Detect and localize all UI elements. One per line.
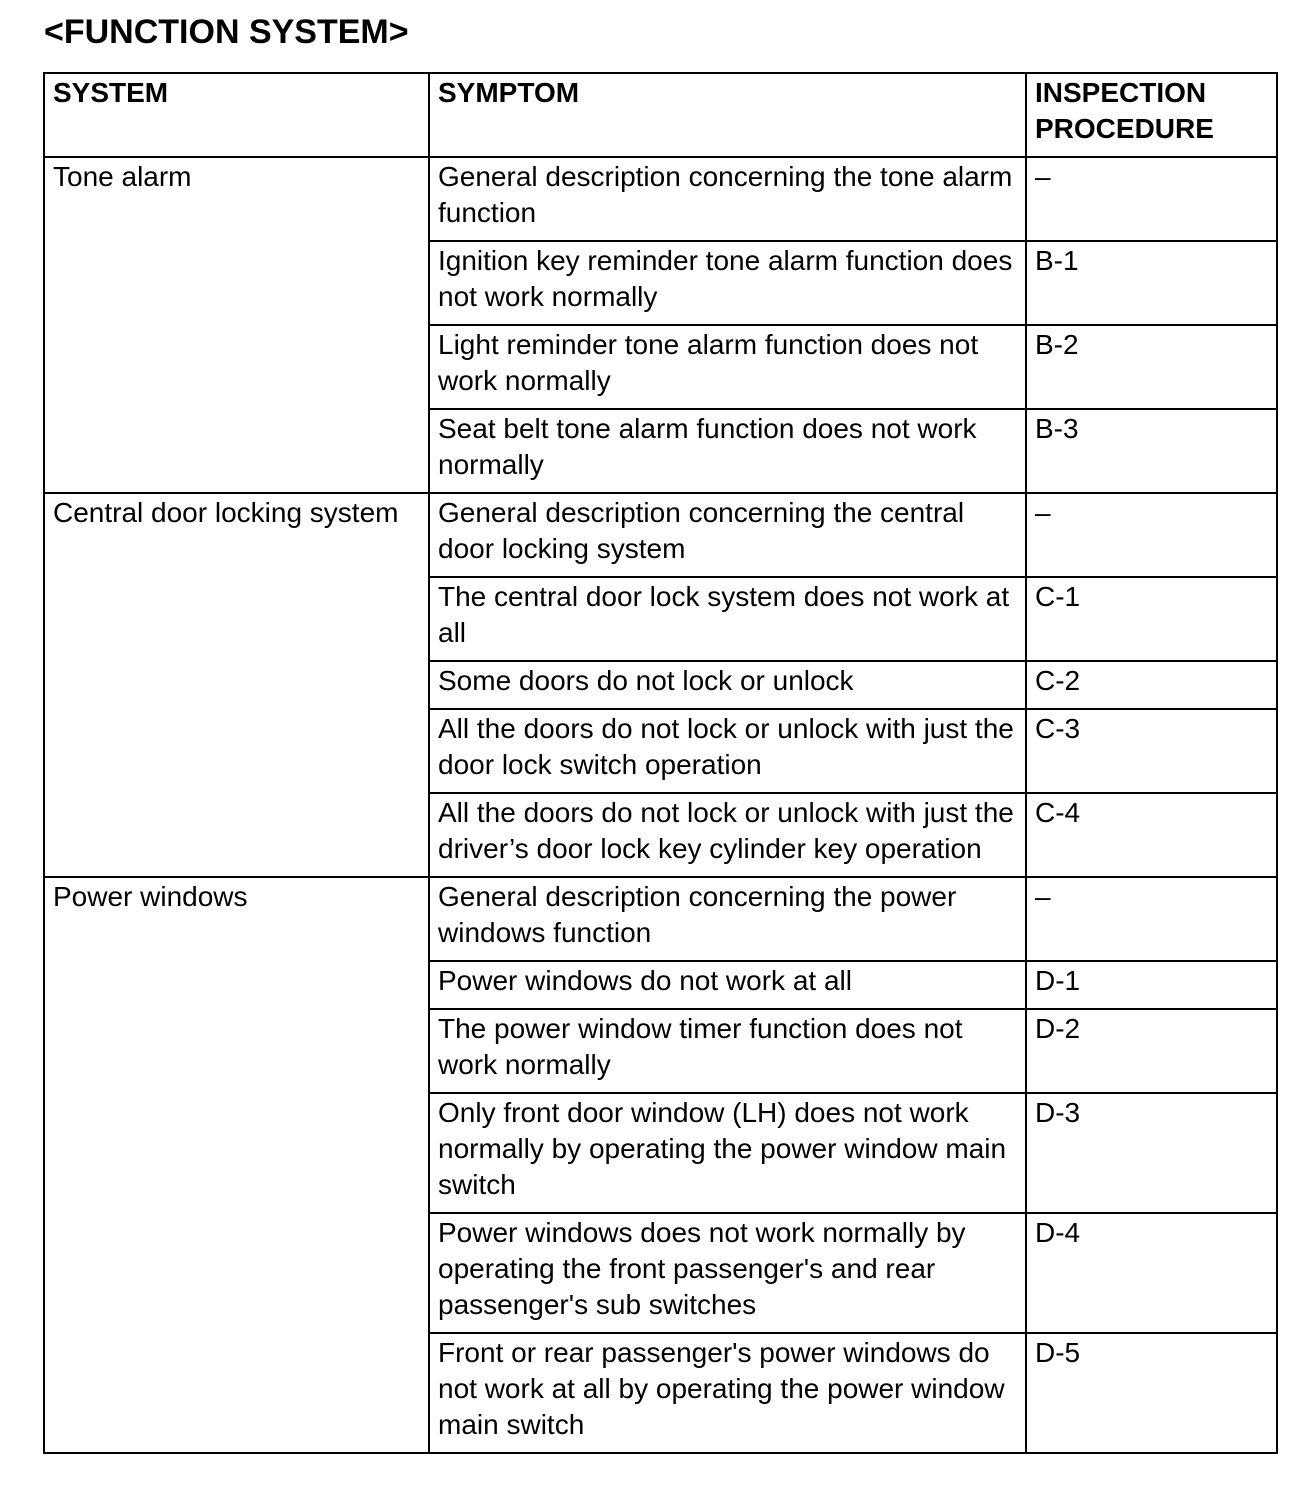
page-title: <FUNCTION SYSTEM> (44, 13, 409, 51)
procedure-cell: B-1 (1026, 241, 1277, 325)
procedure-cell: – (1026, 877, 1277, 961)
procedure-cell: D-4 (1026, 1213, 1277, 1333)
symptom-cell: Some doors do not lock or unlock (429, 661, 1026, 709)
table-row (44, 157, 1277, 241)
procedure-cell: D-5 (1026, 1333, 1277, 1453)
symptom-cell: Only front door window (LH) does not work normally by operating the power window main switch (429, 1093, 1026, 1213)
procedure-cell: C-2 (1026, 661, 1277, 709)
symptom-cell: General description concerning the tone alarm function (429, 157, 1026, 241)
symptom-cell: General description concerning the power windows function (429, 877, 1026, 961)
procedure-cell: B-2 (1026, 325, 1277, 409)
symptom-cell: Power windows does not work normally by operating the front passenger's and rear passenger's sub switches (429, 1213, 1026, 1333)
table-row (44, 877, 1277, 961)
header-symptom: SYMPTOM (429, 73, 1026, 157)
procedure-cell: D-1 (1026, 961, 1277, 1009)
symptom-cell: General description concerning the central door locking system (429, 493, 1026, 577)
header-system: SYSTEM (44, 73, 429, 157)
system-cell-tone-alarm: Tone alarm (44, 157, 429, 493)
procedure-cell: C-1 (1026, 577, 1277, 661)
header-inspection-procedure: INSPECTION PROCEDURE (1026, 73, 1277, 157)
system-cell-central-door-locking: Central door locking system (44, 493, 429, 877)
procedure-cell: D-2 (1026, 1009, 1277, 1093)
symptom-cell: Light reminder tone alarm function does not work normally (429, 325, 1026, 409)
procedure-cell: C-4 (1026, 793, 1277, 877)
procedure-cell: – (1026, 493, 1277, 577)
system-cell-power-windows: Power windows (44, 877, 429, 1453)
procedure-cell: C-3 (1026, 709, 1277, 793)
procedure-cell: B-3 (1026, 409, 1277, 493)
function-system-table (43, 72, 1278, 1454)
procedure-cell: D-3 (1026, 1093, 1277, 1213)
symptom-cell: All the doors do not lock or unlock with just the door lock switch operation (429, 709, 1026, 793)
symptom-cell: The central door lock system does not work at all (429, 577, 1026, 661)
table-header-row (44, 73, 1277, 157)
symptom-cell: The power window timer function does not work normally (429, 1009, 1026, 1093)
symptom-cell: Ignition key reminder tone alarm function does not work normally (429, 241, 1026, 325)
procedure-cell: – (1026, 157, 1277, 241)
symptom-cell: Power windows do not work at all (429, 961, 1026, 1009)
table-row (44, 493, 1277, 577)
symptom-cell: Seat belt tone alarm function does not work normally (429, 409, 1026, 493)
symptom-cell: Front or rear passenger's power windows do not work at all by operating the power window main switch (429, 1333, 1026, 1453)
symptom-cell: All the doors do not lock or unlock with just the driver’s door lock key cylinder key operation (429, 793, 1026, 877)
